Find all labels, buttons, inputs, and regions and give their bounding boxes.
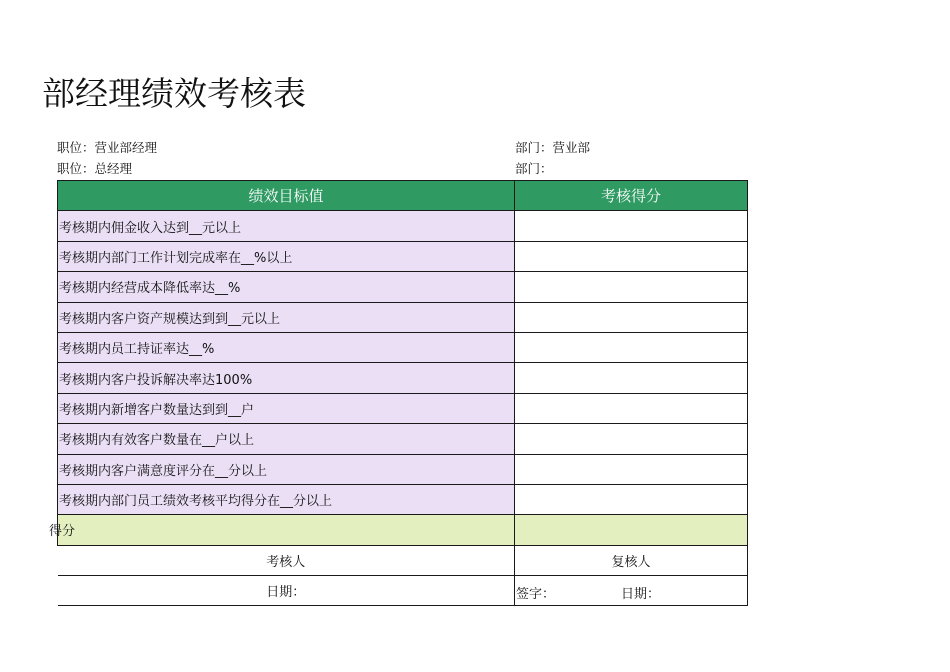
table-row [58,393,748,423]
score-cell[interactable] [515,332,748,362]
reviewer-date-label[interactable]: 日期： [58,576,515,606]
rechecker-label: 复核人 [515,545,748,575]
table-row [58,454,748,484]
table-row [58,332,748,362]
table-row [58,363,748,393]
goal-cell: 考核期内客户资产规模达到到__元以上 [58,302,515,332]
goal-cell: 考核期内客户满意度评分在__分以上 [58,454,515,484]
signatory-row [58,545,748,575]
date-row [58,576,748,606]
goal-cell: 考核期内员工持证率达__% [58,332,515,362]
table-row [58,302,748,332]
header-score: 考核得分 [515,181,748,211]
goal-cell: 考核期内佣金收入达到__元以上 [58,211,515,241]
score-cell[interactable] [515,393,748,423]
total-label: 得分 [58,515,515,545]
position-label-2: 职位：总经理 [57,161,133,176]
position-label-1: 职位：营业部经理 [57,140,158,155]
total-score-cell[interactable] [515,515,748,545]
goal-cell: 考核期内部门员工绩效考核平均得分在__分以上 [58,484,515,514]
goal-cell: 考核期内客户投诉解决率达100% [58,363,515,393]
header-goal: 绩效目标值 [58,181,515,211]
score-cell[interactable] [515,484,748,514]
goal-cell: 考核期内部门工作计划完成率在__%以上 [58,241,515,271]
score-cell[interactable] [515,272,748,302]
table-header-row [58,181,748,211]
table-row [58,241,748,271]
rechecker-date-label: 日期： [621,587,661,603]
table-row [58,272,748,302]
score-cell[interactable] [515,241,748,271]
score-cell[interactable] [515,302,748,332]
reviewer-label: 考核人 [58,545,515,575]
goal-cell: 考核期内经营成本降低率达__% [58,272,515,302]
score-cell[interactable] [515,211,748,241]
score-cell[interactable] [515,424,748,454]
table-row [58,424,748,454]
assessment-table [49,180,748,606]
signature-label: 签字： [516,587,556,603]
total-row [58,515,748,545]
goal-cell: 考核期内新增客户数量达到到__户 [58,393,515,423]
goal-cell: 考核期内有效客户数量在__户以上 [58,424,515,454]
department-label-2: 部门： [515,161,553,176]
page-title: 部经理绩效考核表 [42,74,306,113]
table-row [58,211,748,241]
score-cell[interactable] [515,454,748,484]
department-label-1: 部门：营业部 [515,140,591,155]
score-cell[interactable] [515,363,748,393]
table-row [58,484,748,514]
rechecker-sign-cell[interactable] [515,576,748,606]
